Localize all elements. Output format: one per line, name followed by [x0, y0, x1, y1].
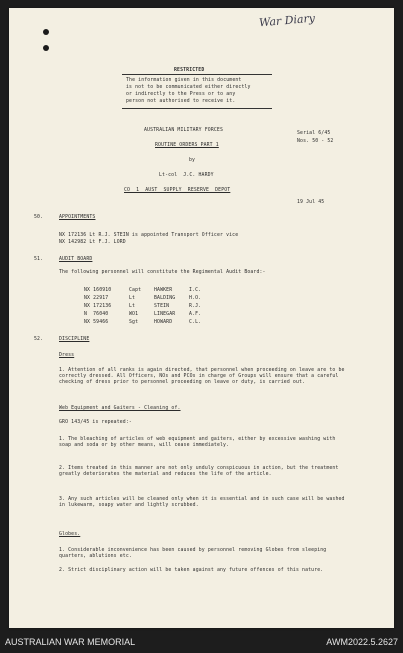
restricted-heading: RESTRICTED: [174, 68, 205, 73]
order-date: 19 Jul 45: [297, 200, 325, 205]
table-cell: WO1: [129, 312, 139, 317]
paragraph: 2. Items treated in this manner are not only unduly conspicuous in action, but the treatment greatly deteriorates the material and reduces the life of the article.: [59, 466, 339, 477]
divider: [122, 74, 272, 75]
footer-source: AUSTRALIAN WAR MEMORIAL: [5, 637, 136, 647]
section-title: DISCIPLINE: [59, 337, 90, 342]
section-number: 50.: [34, 215, 44, 220]
paragraph: 1. The bleaching of articles of web equipment and gaiters, either by excessive washing with soap and soda or by other means, will cease immediately.: [59, 437, 336, 448]
paragraph: 1. Attention of all ranks is again directed, that personnel when proceeding on leave are to be correctly dressed. All Officers, NOs and PCOs in charge of Groups will ensure that a careful checking of dress prior to personnel proceeding on leave or duty, is carried out.: [59, 368, 345, 385]
subsection-title: Globes.: [59, 532, 81, 537]
punch-hole: [43, 45, 49, 51]
table-cell: HAWKER: [154, 288, 173, 293]
table-cell: NX 22917: [84, 296, 109, 301]
divider: [122, 108, 272, 109]
orders-title: ROUTINE ORDERS PART 1: [155, 143, 219, 148]
text-line: NX 172136 Lt R.J. STEIN is appointed Transport Officer vice: [59, 233, 239, 238]
restricted-line: or indirectly to the Press or to any: [126, 92, 236, 97]
table-cell: Lt: [129, 296, 136, 301]
table-cell: NX 160910: [84, 288, 112, 293]
handwritten-note: War Diary: [258, 11, 316, 30]
paragraph: 2. Strict disciplinary action will be taken against any future offences of this nature.: [59, 568, 324, 573]
restricted-notice: [122, 68, 272, 116]
force-title: AUSTRALIAN MILITARY FORCES: [144, 128, 223, 133]
document-page: [9, 8, 394, 628]
table-cell: A.F.: [189, 312, 202, 317]
table-cell: NX 59466: [84, 320, 109, 325]
table-cell: R.J.: [189, 304, 202, 309]
table-cell: I.C.: [189, 288, 202, 293]
table-cell: N 76040: [84, 312, 109, 317]
table-cell: LINEGAR: [154, 312, 176, 317]
restricted-line: is not to be communicated either directly: [126, 85, 251, 90]
restricted-line: The information given in this document: [126, 78, 242, 83]
section-number: 51.: [34, 257, 44, 262]
table-cell: NX 172136: [84, 304, 112, 309]
reference-line: GRO 143/45 is repeated:-: [59, 420, 132, 425]
text-line: NX 142982 Lt F.J. LORD: [59, 240, 126, 245]
table-cell: H.O.: [189, 296, 202, 301]
paragraph: 1. Considerable inconvenience has been caused by personnel removing Globes from sleeping quarters, ablutions etc.: [59, 548, 327, 559]
section-number: 52.: [34, 337, 44, 342]
punch-hole: [43, 29, 49, 35]
table-cell: Capt: [129, 288, 142, 293]
commander: Lt-col J.C. HARDY: [159, 173, 214, 178]
table-cell: STEIN: [154, 304, 170, 309]
table-cell: BALDING: [154, 296, 176, 301]
table-cell: Sgt: [129, 320, 139, 325]
table-cell: Lt: [129, 304, 136, 309]
table-cell: C.L.: [189, 320, 202, 325]
table-cell: HOWARD: [154, 320, 173, 325]
unit-name: CO 1 AUST SUPPLY RESERVE DEPOT: [124, 188, 231, 193]
subsection-title: Dress: [59, 353, 75, 358]
paragraph: 3. Any such articles will be cleaned only when it is essential and in such case will be washed in lukewarm, soapy water and lightly scrubbed.: [59, 497, 345, 508]
section-title: APPOINTMENTS: [59, 215, 96, 220]
by-label: by: [189, 158, 196, 163]
restricted-line: person not authorised to receive it.: [126, 99, 236, 104]
footer-accession-number: AWM2022.5.2627: [326, 637, 398, 647]
text-line: The following personnel will constitute the Regimental Audit Board:-: [59, 270, 266, 275]
footer-bar: [0, 631, 403, 653]
section-title: AUDIT BOARD: [59, 257, 93, 262]
serial-number: Serial 6/45: [297, 131, 331, 136]
subsection-title: Web Equipment and Gaiters - Cleaning of.: [59, 406, 181, 411]
order-numbers: Nos. 50 - 52: [297, 139, 334, 144]
